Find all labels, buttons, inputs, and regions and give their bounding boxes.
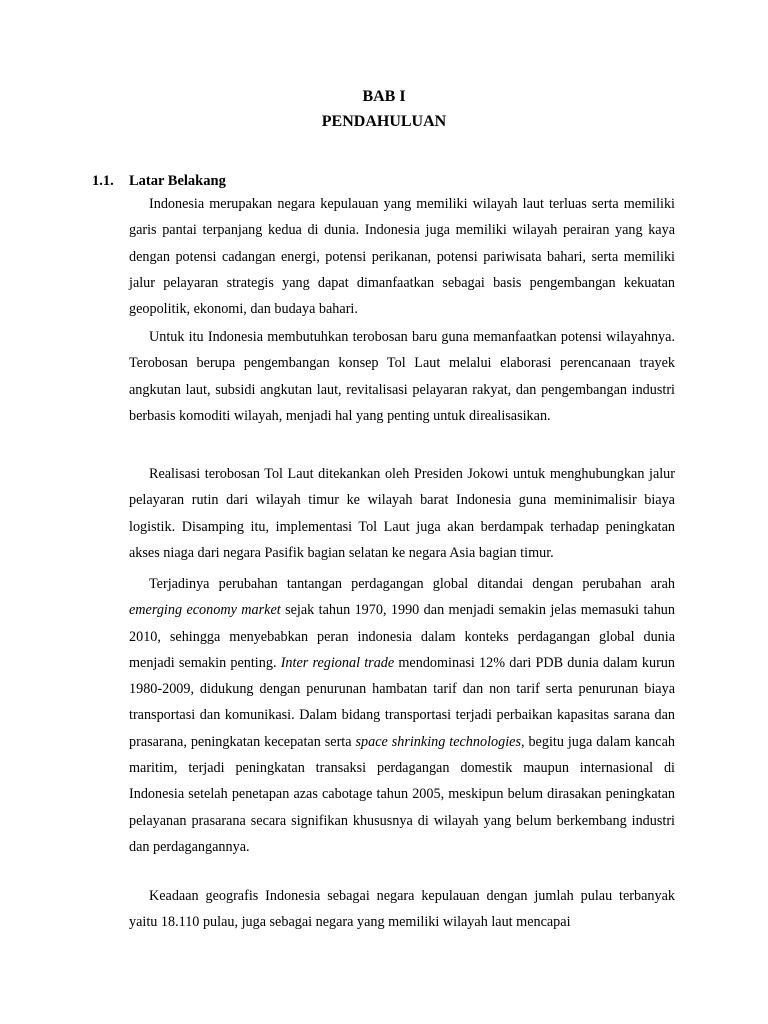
paragraph-text: , begitu juga dalam kancah maritim, terjadi peningkatan transaksi perdagangan domestik maupun internasional di Indonesia setelah penetapan azas cabotage tahun 2005, meskipun belum dirasakan peningkatan pelayanan prasarana secara signifikan khususnya di wilayah yang belum berkembang industri dan perdagangannya. bbox=[129, 733, 675, 855]
paragraph bbox=[129, 571, 675, 860]
section-heading bbox=[92, 171, 226, 191]
paragraph-text: Indonesia merupakan negara kepulauan yang memiliki wilayah laut terluas serta memiliki garis pantai terpanjang kedua di dunia. Indonesia juga memiliki wilayah perairan yang kaya dengan potensi cadangan energi, potensi perikanan, potensi pariwisata bahari, serta memiliki jalur pelayaran strategis yang dapat dimanfaatkan sebagai basis pengembangan kekuatan geopolitik, ekonomi, dan budaya bahari. bbox=[129, 196, 675, 318]
italic-term: emerging economy market bbox=[129, 602, 281, 619]
paragraph bbox=[129, 324, 675, 429]
italic-term: space shrinking technologies bbox=[355, 733, 521, 750]
paragraph bbox=[129, 191, 675, 322]
chapter-title: PENDAHULUAN bbox=[321, 113, 447, 130]
italic-term: Inter regional trade bbox=[280, 654, 395, 671]
section-title: Latar Belakang bbox=[129, 173, 226, 189]
paragraph-text: sejak tahun 1970, 1990 dan menjadi semakin jelas memasuki tahun 2010, sehingga menyebabkan peran indonesia dalam konteks perdagangan global dunia menjadi semakin penting. bbox=[129, 602, 675, 671]
paragraph-text: Untuk itu Indonesia membutuhkan terobosan baru guna memanfaatkan potensi wilayahnya. Terobosan berupa pengembangan konsep Tol Laut melalui elaborasi perencanaan trayek angkutan laut, subsidi angkutan laut, revitalisasi pelayaran rakyat, dan pengembangan industri berbasis komoditi wilayah, menjadi hal yang penting untuk direalisasikan. bbox=[129, 329, 675, 424]
paragraph-text: mendominasi 12% dari PDB dunia dalam kurun 1980-2009, didukung dengan penurunan hambatan tarif dan non tarif serta penurunan biaya transportasi dan komunikasi. Dalam bidang transportasi terjadi perbaikan kapasitas sarana dan prasarana, peningkatan kecepatan serta bbox=[129, 654, 675, 750]
section-number: 1.1. bbox=[92, 173, 114, 189]
paragraph-text: Realisasi terobosan Tol Laut ditekankan oleh Presiden Jokowi untuk menghubungkan jalur pelayaran rutin dari wilayah timur ke wilayah barat Indonesia guna meminimalisir biaya logistik. Disamping itu, implementasi Tol Laut juga akan berdampak terhadap peningkatan akses niaga dari negara Pasifik bagian selatan ke negara Asia bagian timur. bbox=[129, 466, 675, 561]
paragraph-text: Keadaan geografis Indonesia sebagai negara kepulauan dengan jumlah pulau terbanyak yaitu 18.110 pulau, juga sebagai negara yang memiliki wilayah laut mencapai bbox=[129, 888, 675, 931]
paragraph bbox=[129, 883, 675, 936]
paragraph-text: Terjadinya perubahan tantangan perdagangan global ditandai dengan perubahan arah bbox=[149, 576, 675, 592]
chapter-number: BAB I bbox=[362, 88, 406, 105]
paragraph bbox=[129, 461, 675, 566]
